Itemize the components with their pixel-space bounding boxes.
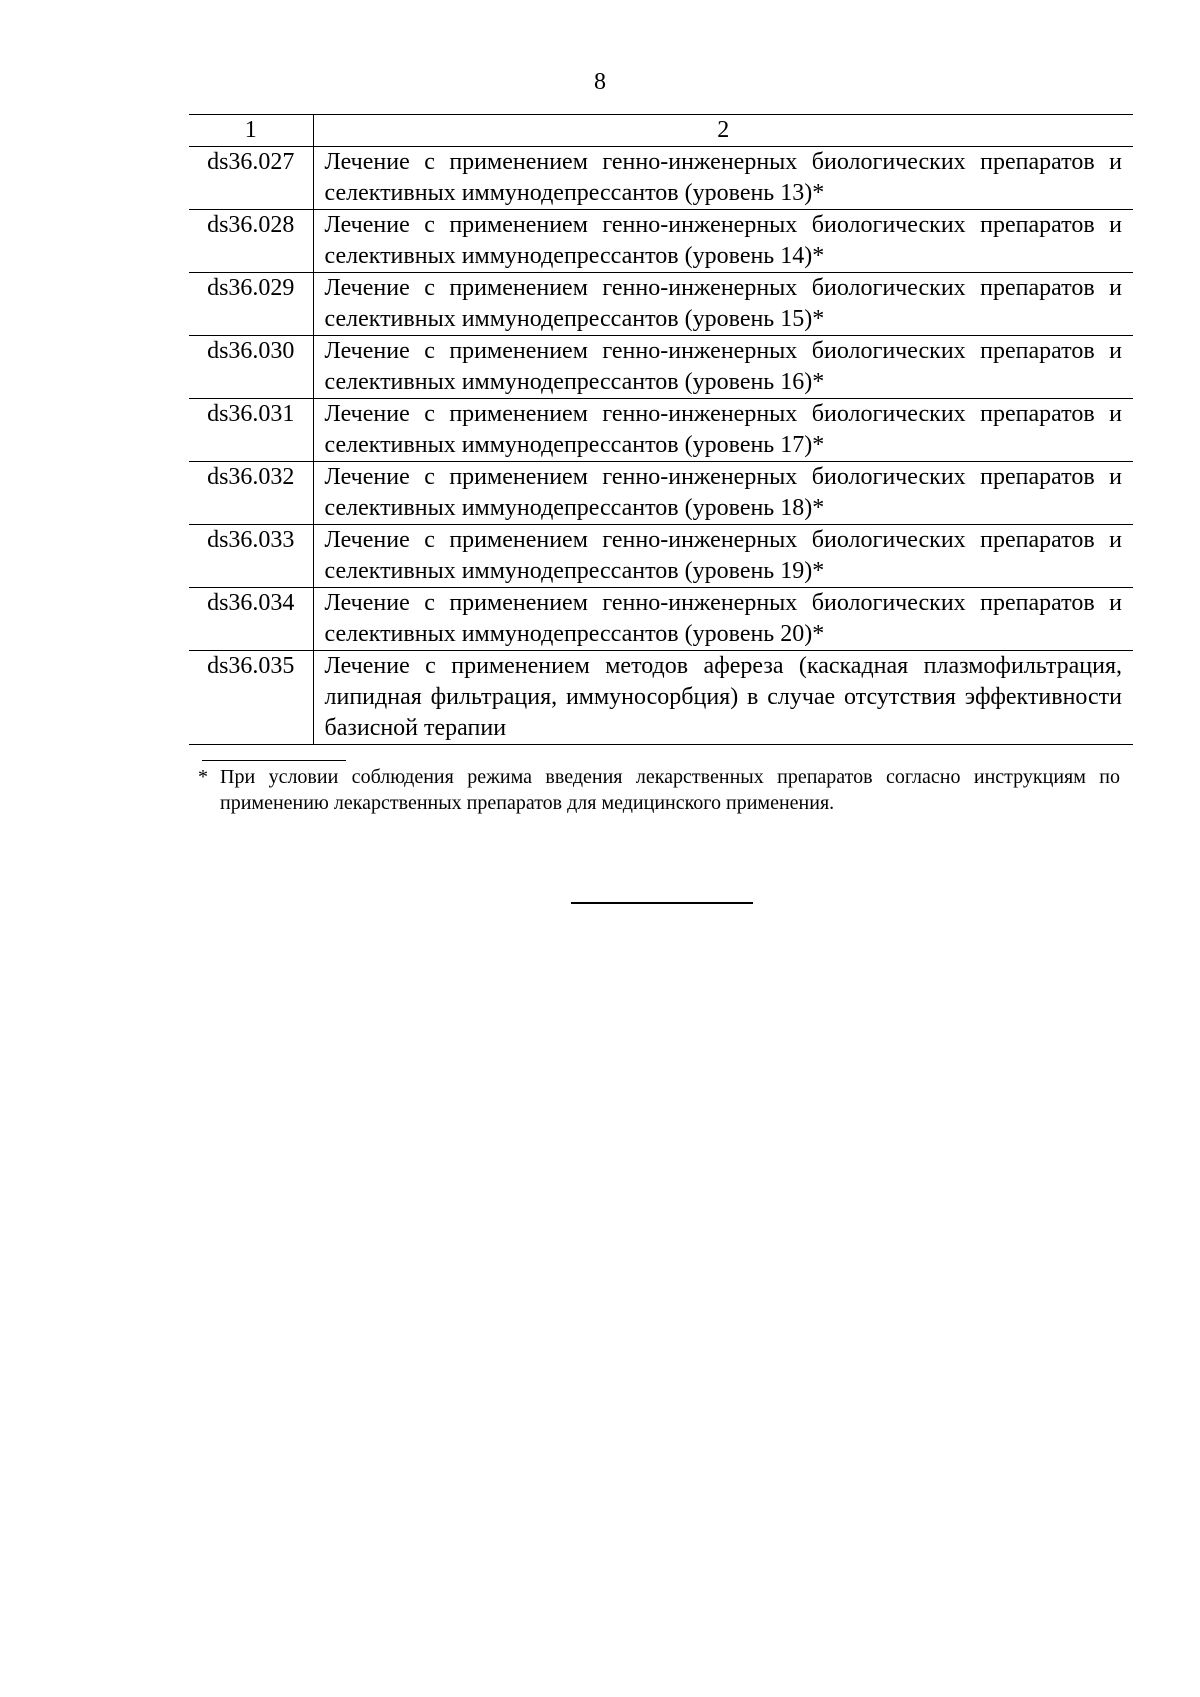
row-code: ds36.027	[189, 147, 313, 210]
row-code: ds36.031	[189, 399, 313, 462]
row-code: ds36.029	[189, 273, 313, 336]
table-row	[189, 147, 1133, 210]
row-code: ds36.028	[189, 210, 313, 273]
end-of-document-line	[571, 902, 753, 904]
row-description: Лечение с применением генно-инженерных биологических препаратов и селективных иммунодепрессантов (уровень 20)*	[313, 588, 1133, 651]
table-row	[189, 336, 1133, 399]
row-description: Лечение с применением генно-инженерных биологических препаратов и селективных иммунодепрессантов (уровень 13)*	[313, 147, 1133, 210]
footnote-divider	[202, 760, 346, 761]
row-description: Лечение с применением генно-инженерных биологических препаратов и селективных иммунодепрессантов (уровень 19)*	[313, 525, 1133, 588]
table-row	[189, 273, 1133, 336]
row-description: Лечение с применением генно-инженерных биологических препаратов и селективных иммунодепрессантов (уровень 17)*	[313, 399, 1133, 462]
row-description: Лечение с применением генно-инженерных биологических препаратов и селективных иммунодепрессантов (уровень 14)*	[313, 210, 1133, 273]
row-description: Лечение с применением генно-инженерных биологических препаратов и селективных иммунодепрессантов (уровень 16)*	[313, 336, 1133, 399]
table-row	[189, 399, 1133, 462]
footnote-mark: *	[198, 766, 208, 788]
row-code: ds36.030	[189, 336, 313, 399]
column-header-1: 1	[189, 115, 313, 147]
row-code: ds36.033	[189, 525, 313, 588]
table-row	[189, 462, 1133, 525]
codes-table	[189, 114, 1133, 745]
table-row	[189, 588, 1133, 651]
footnote	[198, 764, 1120, 816]
table-row	[189, 525, 1133, 588]
page-number: 8	[594, 69, 606, 95]
row-description: Лечение с применением методов афереза (каскадная плазмофильтрация, липидная фильтрация, иммуносорбция) в случае отсутствия эффективности базисной терапии	[313, 651, 1133, 745]
row-code: ds36.035	[189, 651, 313, 745]
table-header-row	[189, 115, 1133, 147]
row-code: ds36.034	[189, 588, 313, 651]
row-description: Лечение с применением генно-инженерных биологических препаратов и селективных иммунодепрессантов (уровень 18)*	[313, 462, 1133, 525]
table-row	[189, 210, 1133, 273]
footnote-text: При условии соблюдения режима введения лекарственных препаратов согласно инструкциям по применению лекарственных препаратов для медицинского применения.	[220, 766, 1120, 814]
row-description: Лечение с применением генно-инженерных биологических препаратов и селективных иммунодепрессантов (уровень 15)*	[313, 273, 1133, 336]
table-row	[189, 651, 1133, 745]
column-header-2: 2	[313, 115, 1133, 147]
row-code: ds36.032	[189, 462, 313, 525]
